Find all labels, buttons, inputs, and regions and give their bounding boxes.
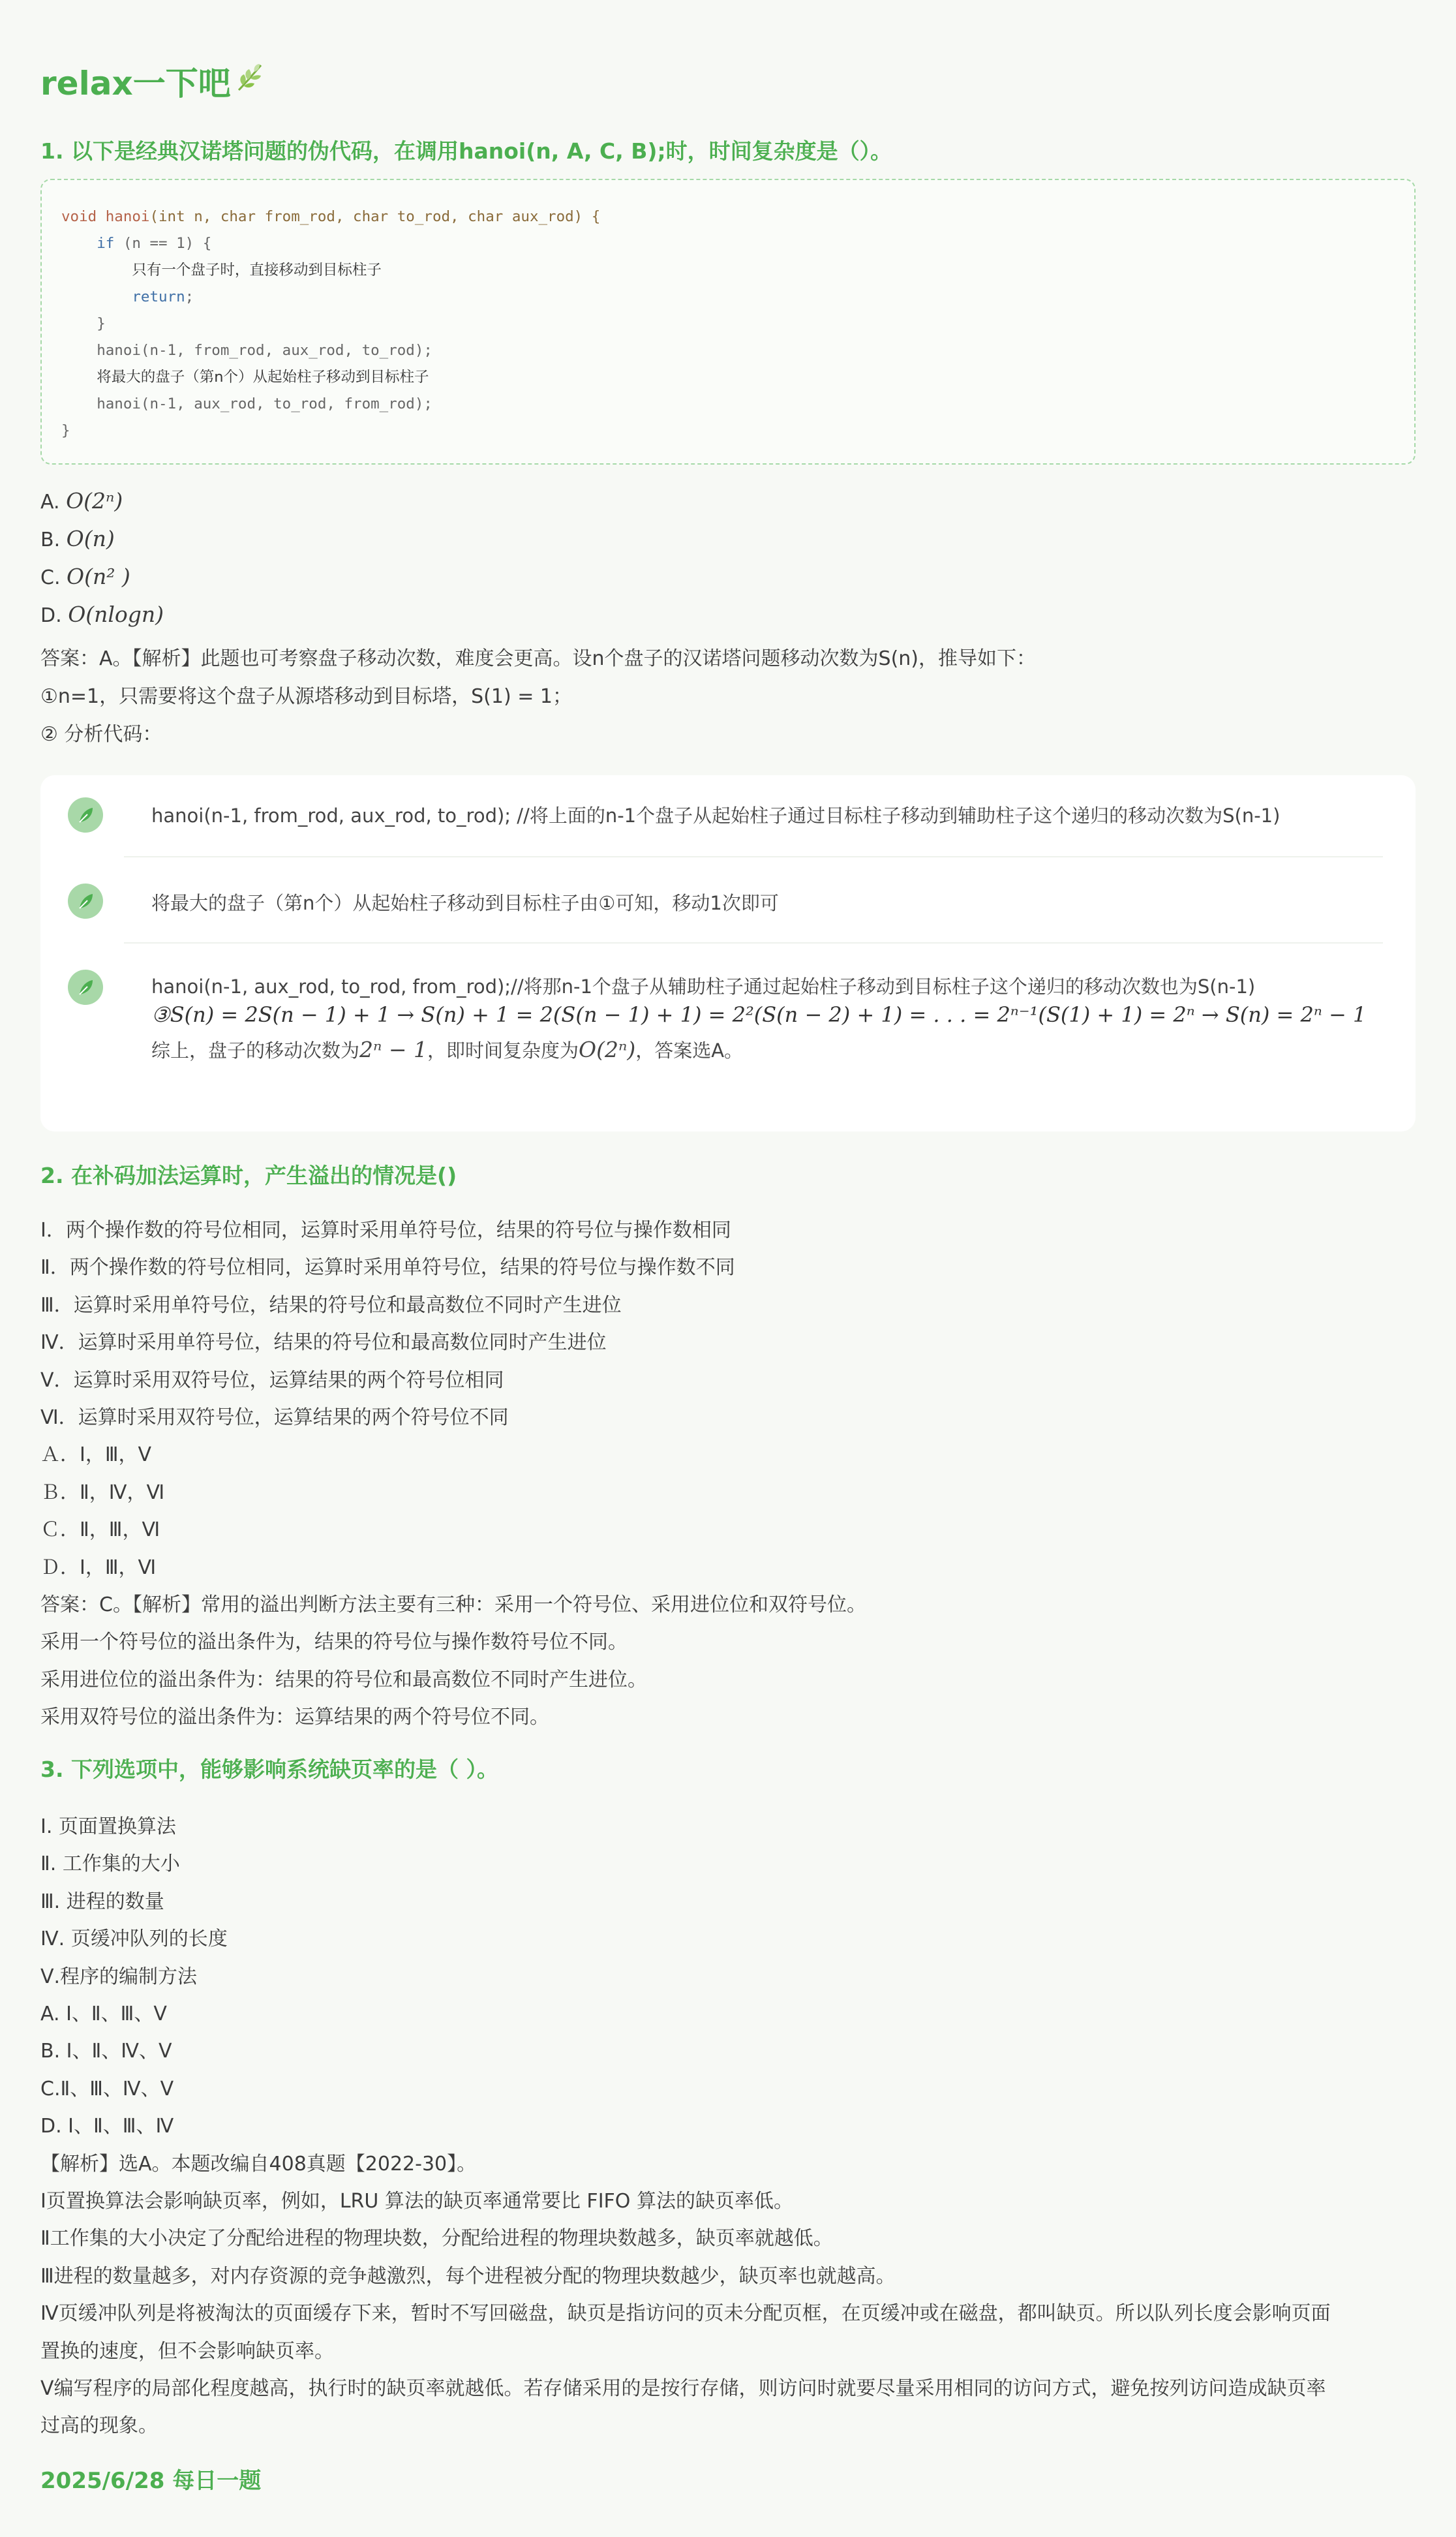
q3-line: Ⅲ. 进程的数量 — [40, 1890, 164, 1913]
code-line: 将最大的盘子（第n个）从起始柱子移动到目标柱子 — [97, 369, 429, 386]
q2-line: Ｂ．Ⅱ，Ⅳ，Ⅵ — [40, 1481, 165, 1504]
q2-line: 采用进位位的溢出条件为：结果的符号位和最高数位不同时产生进位。 — [40, 1668, 647, 1691]
code-line: hanoi(n-1, from_rod, aux_rod, to_rod); — [97, 342, 432, 359]
code-line: void hanoi(int n, char from_rod, char to_rod, char aux_rod) { — [61, 208, 601, 225]
q3-line: Ⅱ. 工作集的大小 — [40, 1853, 180, 1876]
q3-line: A. Ⅰ、Ⅱ、Ⅲ、Ⅴ — [40, 2003, 167, 2025]
card-item-3-conclusion: 综上，盘子的移动次数为2ⁿ − 1，即时间复杂度为O(2ⁿ)，答案选A。 — [151, 1037, 744, 1062]
q3-line: Ⅳ页缓冲队列是将被淘汰的页面缓存下来，暂时不写回磁盘，缺页是指访问的页未分配页框，在页缓冲或在磁盘，都叫缺页。所以队列长度会影响页面 — [40, 2302, 1331, 2326]
q2-title: 2. 在补码加法运算时，产生溢出的情况是() — [40, 1163, 457, 1188]
leaf-icon — [235, 61, 266, 100]
q3-line: 置换的速度，但不会影响缺页率。 — [40, 2339, 334, 2363]
q3-line: 过高的现象。 — [40, 2414, 158, 2438]
q3-line: D. Ⅰ、Ⅱ、Ⅲ、Ⅳ — [40, 2115, 174, 2138]
code-line: hanoi(n-1, aux_rod, to_rod, from_rod); — [97, 395, 432, 412]
q2-line: 答案：C。【解析】常用的溢出判断方法主要有三种：采用一个符号位、采用进位位和双符号位。 — [40, 1593, 866, 1616]
q2-line: Ｄ．Ⅰ，Ⅲ，Ⅵ — [40, 1556, 157, 1579]
q2-line: 采用一个符号位的溢出条件为，结果的符号位与操作数符号位不同。 — [40, 1631, 628, 1654]
q1-option-d: D. O(nlogn) — [40, 602, 164, 627]
q3-line: Ⅴ编写程序的局部化程度越高，执行时的缺页率就越低。若存储采用的是按行存储，则访问时就要尽量采用相同的访问方式，避免按列访问造成缺页率 — [40, 2377, 1326, 2400]
q2-line: Ⅰ．两个操作数的符号位相同，运算时采用单符号位，结果的符号位与操作数相同 — [40, 1219, 731, 1242]
card-divider — [124, 942, 1383, 944]
leaf-bullet-icon — [68, 884, 103, 919]
footer-date: 2025/6/28 每日一题 — [40, 2468, 262, 2494]
q3-line: 【解析】选A。本题改编自408真题【2022-30】。 — [40, 2152, 477, 2176]
q1-option-b: B. O(n) — [40, 526, 115, 551]
q1-step2: ② 分析代码： — [40, 723, 162, 746]
q1-analysis-card — [40, 775, 1416, 1131]
q3-line: C.Ⅱ、Ⅲ、Ⅳ、Ⅴ — [40, 2077, 174, 2100]
card-item-3-formula: ③S(n) = 2S(n − 1) + 1 → S(n) + 1 = 2(S(n − 1) + 1) = 2²(S(n − 2) + 1) = . . . = 2ⁿ⁻¹(S(1) + 1) = 2ⁿ → S(n) = 2ⁿ − 1 — [151, 1002, 1367, 1027]
leaf-bullet-icon — [68, 970, 103, 1005]
card-item-3-text: hanoi(n-1, aux_rod, to_rod, from_rod);//将那n-1个盘子从辅助柱子通过起始柱子移动到目标柱子这个递归的移动次数也为S(n-1) — [151, 976, 1256, 998]
q3-line: B. Ⅰ、Ⅱ、Ⅳ、Ⅴ — [40, 2040, 172, 2063]
code-line: 只有一个盘子时，直接移动到目标柱子 — [132, 262, 382, 279]
card-item-2-text: 将最大的盘子（第n个）从起始柱子移动到目标柱子由①可知，移动1次即可 — [151, 892, 779, 914]
q3-line: Ⅴ.程序的编制方法 — [40, 1965, 198, 1988]
q2-line: Ⅵ．运算时采用双符号位，运算结果的两个符号位不同 — [40, 1406, 509, 1429]
q1-title: 1. 以下是经典汉诺塔问题的伪代码，在调用hanoi(n, A, C, B);时，时间复杂度是（）。 — [40, 138, 892, 164]
page-title-text: relax一下吧 — [40, 65, 231, 102]
q2-line: Ⅲ．运算时采用单符号位，结果的符号位和最高数位不同时产生进位 — [40, 1293, 622, 1317]
code-line: } — [97, 315, 106, 332]
q2-line: Ａ．Ⅰ，Ⅲ，Ⅴ — [40, 1443, 152, 1467]
q1-option-a: A. O(2ⁿ) — [40, 488, 123, 514]
q3-line: Ⅲ进程的数量越多，对内存资源的竞争越激烈，每个进程被分配的物理块数越少，缺页率也就越高。 — [40, 2264, 896, 2288]
q1-option-c: C. O(n² ) — [40, 564, 130, 589]
q3-line: Ⅳ. 页缓冲队列的长度 — [40, 1928, 228, 1951]
page-title — [40, 57, 266, 104]
q3-line: Ⅱ工作集的大小决定了分配给进程的物理块数，分配给进程的物理块数越多，缺页率就越低。 — [40, 2227, 833, 2251]
q2-line: Ⅳ．运算时采用单符号位，结果的符号位和最高数位同时产生进位 — [40, 1331, 607, 1355]
q3-title: 3. 下列选项中，能够影响系统缺页率的是（ ）。 — [40, 1757, 498, 1782]
leaf-bullet-icon — [68, 797, 103, 833]
code-line: if (n == 1) { — [97, 235, 212, 252]
q3-line: Ⅰ页置换算法会影响缺页率，例如，LRU 算法的缺页率通常要比 FIFO 算法的缺页率低。 — [40, 2190, 793, 2213]
q3-line: Ⅰ. 页面置换算法 — [40, 1815, 176, 1838]
code-line: return; — [132, 288, 194, 305]
q1-step1: ①n=1，只需要将这个盘子从源塔移动到目标塔，S(1) = 1； — [40, 685, 572, 708]
q2-line: Ⅱ．两个操作数的符号位相同，运算时采用单符号位，结果的符号位与操作数不同 — [40, 1256, 735, 1280]
q2-line: Ｃ．Ⅱ，Ⅲ，Ⅵ — [40, 1518, 160, 1542]
card-divider — [124, 856, 1383, 857]
q2-line: Ⅴ．运算时采用双符号位，运算结果的两个符号位相同 — [40, 1368, 504, 1392]
card-item-1-text: hanoi(n-1, from_rod, aux_rod, to_rod); //将上面的n-1个盘子从起始柱子通过目标柱子移动到辅助柱子这个递归的移动次数为S(n-1) — [151, 805, 1281, 827]
q2-line: 采用双符号位的溢出条件为：运算结果的两个符号位不同。 — [40, 1706, 549, 1729]
q1-answer: 答案：A。【解析】此题也可考察盘子移动次数，难度会更高。设n个盘子的汉诺塔问题移动次数为S(n)，推导如下： — [40, 647, 1036, 670]
code-line: } — [61, 422, 70, 439]
q1-code-block — [40, 179, 1416, 465]
